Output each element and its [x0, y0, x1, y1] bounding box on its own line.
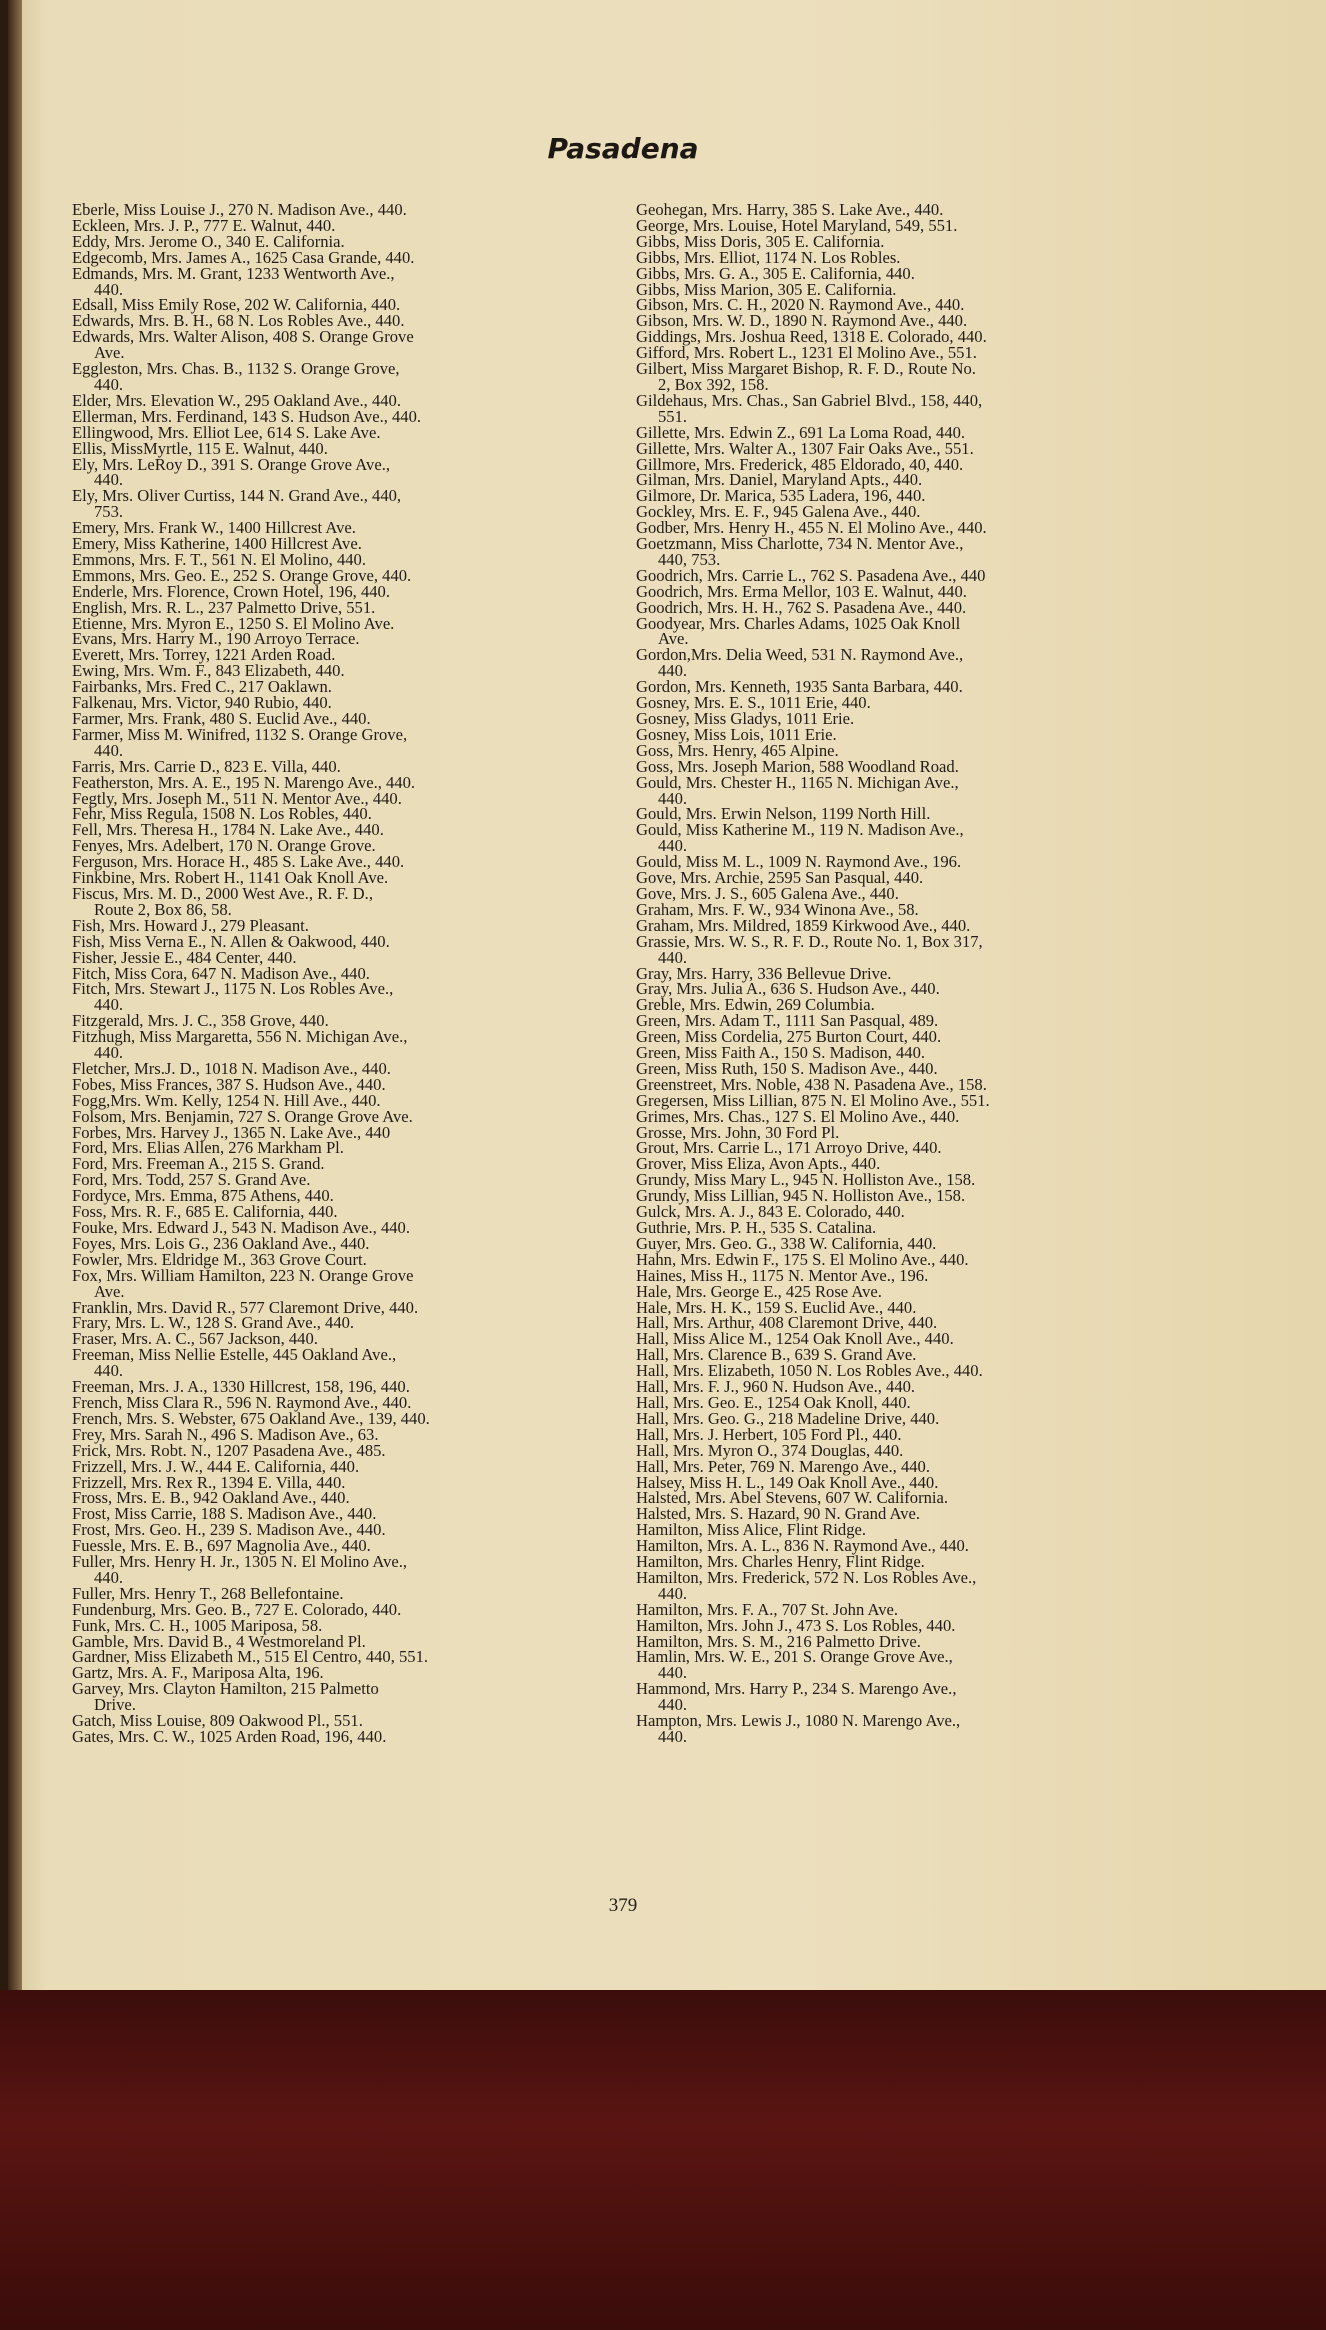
directory-entry: Green, Mrs. Adam T., 1111 San Pasqual, 489. [636, 1011, 939, 1031]
directory-entry: Etienne, Mrs. Myron E., 1250 S. El Molino Ave. [72, 613, 395, 633]
directory-entry: Gray, Mrs. Harry, 336 Bellevue Drive. [636, 963, 892, 983]
directory-entry: Hamilton, Mrs. S. M., 216 Palmetto Drive. [636, 1631, 921, 1651]
directory-entry: Guyer, Mrs. Geo. G., 338 W. California, 440. [636, 1233, 937, 1253]
directory-entry: Gillette, Mrs. Edwin Z., 691 La Loma Road, 440. [636, 422, 966, 442]
directory-entry: Hall, Mrs. Myron O., 374 Douglas, 440. [636, 1440, 904, 1460]
directory-entry: Fitzhugh, Miss Margaretta, 556 N. Michigan Ave., [72, 1027, 408, 1047]
directory-entry: Goetzmann, Miss Charlotte, 734 N. Mentor Ave., [636, 534, 964, 554]
directory-entry: Fundenburg, Mrs. Geo. B., 727 E. Colorado, 440. [72, 1599, 402, 1619]
directory-entry: Gibbs, Mrs. G. A., 305 E. California, 440. [636, 263, 915, 283]
directory-entry: Freeman, Miss Nellie Estelle, 445 Oakland Ave., [72, 1345, 397, 1365]
directory-entry: Foss, Mrs. R. F., 685 E. California, 440. [72, 1202, 338, 1222]
directory-entry: Eberle, Miss Louise J., 270 N. Madison Ave., 440. [72, 200, 407, 219]
directory-entry: Halsted, Mrs. Abel Stevens, 607 W. California. [636, 1488, 949, 1508]
directory-entry: Hamlin, Mrs. W. E., 201 S. Orange Grove Ave., [636, 1647, 953, 1667]
directory-entry: Gillette, Mrs. Walter A., 1307 Fair Oaks Ave., 551. [636, 438, 974, 458]
directory-entry: Fordyce, Mrs. Emma, 875 Athens, 440. [72, 1186, 334, 1206]
directory-entry: Frey, Mrs. Sarah N., 496 S. Madison Ave., 63. [72, 1424, 379, 1444]
directory-entry: 440. [658, 1695, 688, 1715]
page-number: 379 [608, 1895, 638, 1916]
directory-entry: Hale, Mrs. H. K., 159 S. Euclid Ave., 440. [636, 1297, 917, 1317]
directory-entry: Goodyear, Mrs. Charles Adams, 1025 Oak Knoll [636, 613, 961, 633]
directory-entry: Hampton, Mrs. Lewis J., 1080 N. Marengo Ave., [636, 1711, 961, 1731]
directory-entry: Gibbs, Mrs. Elliot, 1174 N. Los Robles. [636, 247, 901, 267]
directory-entry: Emery, Miss Katherine, 1400 Hillcrest Ave. [72, 534, 362, 554]
directory-entry: Fross, Mrs. E. B., 942 Oakland Ave., 440. [72, 1488, 350, 1508]
directory-entry: Drive. [94, 1695, 136, 1715]
right-column [636, 202, 1196, 1745]
directory-entry: Eddy, Mrs. Jerome O., 340 E. California. [72, 231, 345, 251]
directory-entry: Hall, Mrs. Geo. E., 1254 Oak Knoll, 440. [636, 1392, 911, 1412]
directory-entry: Ave. [94, 343, 125, 363]
directory-entry: Farris, Mrs. Carrie D., 823 E. Villa, 440. [72, 756, 341, 776]
directory-entry: Finkbine, Mrs. Robert H., 1141 Oak Knoll Ave. [72, 868, 389, 888]
directory-entry: Fisher, Jessie E., 484 Center, 440. [72, 947, 297, 967]
directory-entry: Hamilton, Mrs. Charles Henry, Flint Ridge. [636, 1552, 925, 1572]
directory-entry: Grimes, Mrs. Chas., 127 S. El Molino Ave., 440. [636, 1106, 960, 1126]
directory-entry: Frost, Mrs. Geo. H., 239 S. Madison Ave., 440. [72, 1520, 386, 1540]
directory-entry: Evans, Mrs. Harry M., 190 Arroyo Terrace. [72, 629, 360, 649]
directory-entry: Frary, Mrs. L. W., 128 S. Grand Ave., 440. [72, 1313, 355, 1333]
directory-entry: Gibson, Mrs. C. H., 2020 N. Raymond Ave., 440. [636, 295, 965, 315]
directory-entry: Fox, Mrs. William Hamilton, 223 N. Orange Grove [72, 1265, 414, 1285]
directory-entry: Enderle, Mrs. Florence, Crown Hotel, 196, 440. [72, 581, 390, 601]
directory-entry: 2, Box 392, 158. [658, 374, 769, 394]
directory-entry: Ave. [94, 1281, 125, 1301]
directory-entry: Godber, Mrs. Henry H., 455 N. El Molino Ave., 440. [636, 518, 987, 538]
directory-entry: 440. [658, 661, 688, 681]
directory-entry: Hamilton, Mrs. Frederick, 572 N. Los Robles Ave., [636, 1567, 977, 1587]
directory-entry: 440. [94, 1043, 124, 1063]
directory-entry: Ely, Mrs. LeRoy D., 391 S. Orange Grove Ave., [72, 454, 390, 474]
directory-entry: Featherston, Mrs. A. E., 195 N. Marengo Ave., 440. [72, 772, 416, 792]
directory-entry: French, Miss Clara R., 596 N. Raymond Ave., 440. [72, 1392, 412, 1412]
directory-entry: Grout, Mrs. Carrie L., 171 Arroyo Drive, 440. [636, 1138, 942, 1158]
directory-entry: 440. [658, 1583, 688, 1603]
directory-entry: Gilman, Mrs. Daniel, Maryland Apts., 440. [636, 470, 923, 490]
directory-entry: Gatch, Miss Louise, 809 Oakwood Pl., 551. [72, 1711, 363, 1731]
directory-page [8, 0, 1326, 1990]
directory-entry: Frizzell, Mrs. Rex R., 1394 E. Villa, 440. [72, 1472, 346, 1492]
directory-entry: Fairbanks, Mrs. Fred C., 217 Oaklawn. [72, 677, 332, 697]
directory-entry: Gosney, Miss Lois, 1011 Erie. [636, 724, 837, 744]
directory-entry: Franklin, Mrs. David R., 577 Claremont Drive, 440. [72, 1297, 419, 1317]
directory-entry: Fogg,Mrs. Wm. Kelly, 1254 N. Hill Ave., 440. [72, 1090, 381, 1110]
directory-entry: Gordon, Mrs. Kenneth, 1935 Santa Barbara, 440. [636, 677, 963, 697]
directory-entry: Grundy, Miss Mary L., 945 N. Holliston Ave., 158. [636, 1170, 976, 1190]
directory-entry: 440. [94, 995, 124, 1015]
directory-entry: 440. [94, 374, 124, 394]
directory-entry: Graham, Mrs. F. W., 934 Winona Ave., 58. [636, 899, 919, 919]
directory-entry: Frizzell, Mrs. J. W., 444 E. California, 440. [72, 1456, 360, 1476]
directory-entry: Farmer, Mrs. Frank, 480 S. Euclid Ave., 440. [72, 709, 371, 728]
directory-entry: Fiscus, Mrs. M. D., 2000 West Ave., R. F. D., [72, 883, 373, 903]
directory-entry: Fitch, Mrs. Stewart J., 1175 N. Los Robles Ave., [72, 979, 394, 999]
directory-entry: Edmands, Mrs. M. Grant, 1233 Wentworth Ave., [72, 263, 395, 283]
directory-entry: Fitzgerald, Mrs. J. C., 358 Grove, 440. [72, 1011, 329, 1031]
directory-entry: Grundy, Miss Lillian, 945 N. Holliston Ave., 158. [636, 1186, 966, 1206]
directory-entry: Gosney, Miss Gladys, 1011 Erie. [636, 709, 855, 728]
directory-entry: French, Mrs. S. Webster, 675 Oakland Ave., 139, 440. [72, 1408, 430, 1428]
directory-entry: Gibson, Mrs. W. D., 1890 N. Raymond Ave., 440. [636, 311, 968, 331]
directory-entry: Ellingwood, Mrs. Elliot Lee, 614 S. Lake Ave. [72, 422, 381, 442]
directory-entry: 440. [658, 1727, 688, 1746]
directory-entry: 440. [94, 1567, 124, 1587]
directory-entry: Fuller, Mrs. Henry T., 268 Bellefontaine. [72, 1583, 344, 1603]
directory-entry: Fegtly, Mrs. Joseph M., 511 N. Mentor Ave., 440. [72, 788, 402, 808]
directory-entry: Emery, Mrs. Frank W., 1400 Hillcrest Ave. [72, 518, 356, 538]
page-gutter-shadow [8, 0, 22, 1990]
directory-entry: Emmons, Mrs. Geo. E., 252 S. Orange Grove, 440. [72, 565, 412, 585]
directory-entry: Gockley, Mrs. E. F., 945 Galena Ave., 440. [636, 502, 921, 522]
directory-entry: Ford, Mrs. Todd, 257 S. Grand Ave. [72, 1170, 311, 1190]
directory-entry: Gilmore, Dr. Marica, 535 Ladera, 196, 440. [636, 486, 926, 506]
directory-entry: Gillmore, Mrs. Frederick, 485 Eldorado, 40, 440. [636, 454, 964, 474]
directory-entry: Grassie, Mrs. W. S., R. F. D., Route No. 1, Box 317, [636, 931, 983, 951]
directory-entry: Ellis, MissMyrtle, 115 E. Walnut, 440. [72, 438, 328, 458]
directory-entry: Gove, Mrs. Archie, 2595 San Pasqual, 440. [636, 868, 924, 888]
directory-entry: Hall, Mrs. Elizabeth, 1050 N. Los Robles Ave., 440. [636, 1361, 983, 1381]
directory-entry: Ave. [658, 629, 689, 649]
directory-entry: Goss, Mrs. Henry, 465 Alpine. [636, 740, 839, 760]
directory-entry: Fenyes, Mrs. Adelbert, 170 N. Orange Grove. [72, 836, 376, 856]
directory-entry: Ferguson, Mrs. Horace H., 485 S. Lake Ave., 440. [72, 852, 405, 872]
directory-entry: Fitch, Miss Cora, 647 N. Madison Ave., 440. [72, 963, 370, 983]
directory-entry: 440, 753. [658, 549, 721, 569]
directory-entry: Greenstreet, Mrs. Noble, 438 N. Pasadena Ave., 158. [636, 1074, 987, 1094]
directory-entry: Fuessle, Mrs. E. B., 697 Magnolia Ave., 440. [72, 1536, 371, 1556]
directory-entry: Hamilton, Mrs. F. A., 707 St. John Ave. [636, 1599, 899, 1619]
directory-entry: Fraser, Mrs. A. C., 567 Jackson, 440. [72, 1329, 318, 1349]
directory-entry: Hahn, Mrs. Edwin F., 175 S. El Molino Ave., 440. [636, 1249, 969, 1269]
directory-entry: Grosse, Mrs. John, 30 Ford Pl. [636, 1122, 840, 1142]
directory-entry: Falkenau, Mrs. Victor, 940 Rubio, 440. [72, 693, 332, 713]
directory-entry: Eggleston, Mrs. Chas. B., 1132 S. Orange Grove, [72, 359, 400, 379]
directory-entry: Hamilton, Mrs. A. L., 836 N. Raymond Ave., 440. [636, 1536, 969, 1556]
directory-entry: Green, Miss Ruth, 150 S. Madison Ave., 440. [636, 1058, 938, 1078]
directory-entry: Haines, Miss H., 1175 N. Mentor Ave., 196. [636, 1265, 929, 1285]
directory-entry: Fletcher, Mrs.J. D., 1018 N. Madison Ave., 440. [72, 1058, 391, 1078]
directory-entry: Halsey, Miss H. L., 149 Oak Knoll Ave., 440. [636, 1472, 939, 1492]
directory-entry: 440. [658, 947, 688, 967]
directory-entry: Guthrie, Mrs. P. H., 535 S. Catalina. [636, 1218, 877, 1237]
directory-entry: Gartz, Mrs. A. F., Mariposa Alta, 196. [72, 1663, 324, 1683]
directory-entry: Ewing, Mrs. Wm. F., 843 Elizabeth, 440. [72, 661, 345, 681]
directory-entry: 440. [94, 279, 124, 299]
directory-entry: Ford, Mrs. Freeman A., 215 S. Grand. [72, 1154, 325, 1174]
directory-entry: Edwards, Mrs. B. H., 68 N. Los Robles Ave., 440. [72, 311, 405, 331]
directory-entry: English, Mrs. R. L., 237 Palmetto Drive, 551. [72, 597, 376, 617]
directory-entry: Gifford, Mrs. Robert L., 1231 El Molino Ave., 551. [636, 343, 977, 363]
directory-entry: Fehr, Miss Regula, 1508 N. Los Robles, 440. [72, 804, 372, 824]
directory-entry: Fowler, Mrs. Eldridge M., 363 Grove Court. [72, 1249, 367, 1269]
directory-entry: Hall, Miss Alice M., 1254 Oak Knoll Ave., 440. [636, 1329, 954, 1349]
directory-entry: Frost, Miss Carrie, 188 S. Madison Ave., 440. [72, 1504, 377, 1524]
directory-entry: Fobes, Miss Frances, 387 S. Hudson Ave., 440. [72, 1074, 386, 1094]
directory-entry: Hall, Mrs. Arthur, 408 Claremont Drive, 440. [636, 1313, 938, 1333]
directory-entry: Freeman, Mrs. J. A., 1330 Hillcrest, 158, 196, 440. [72, 1377, 410, 1397]
directory-entry: Eckleen, Mrs. J. P., 777 E. Walnut, 440. [72, 215, 336, 235]
directory-entry: Goodrich, Mrs. Carrie L., 762 S. Pasadena Ave., 440 [636, 565, 986, 585]
directory-entry: Gamble, Mrs. David B., 4 Westmoreland Pl. [72, 1631, 366, 1651]
directory-entry: Gould, Miss M. L., 1009 N. Raymond Ave., 196. [636, 852, 962, 872]
directory-entry: Goodrich, Mrs. Erma Mellor, 103 E. Walnut, 440. [636, 581, 967, 601]
directory-entry: Gulck, Mrs. A. J., 843 E. Colorado, 440. [636, 1202, 905, 1222]
directory-entry: 440. [658, 788, 688, 808]
directory-entry: Gildehaus, Mrs. Chas., San Gabriel Blvd., 158, 440, [636, 390, 983, 410]
directory-entry: Gibbs, Miss Doris, 305 E. California. [636, 231, 885, 251]
directory-entry: Fish, Mrs. Howard J., 279 Pleasant. [72, 915, 309, 935]
directory-entry: Green, Miss Faith A., 150 S. Madison, 440. [636, 1043, 926, 1063]
directory-entry: 440. [94, 1361, 124, 1381]
directory-entry: Hall, Mrs. Geo. G., 218 Madeline Drive, 440. [636, 1408, 940, 1428]
directory-entry: Garvey, Mrs. Clayton Hamilton, 215 Palmetto [72, 1679, 379, 1699]
directory-entry: Hall, Mrs. F. J., 960 N. Hudson Ave., 440. [636, 1377, 916, 1397]
directory-entry: Giddings, Mrs. Joshua Reed, 1318 E. Colorado, 440. [636, 327, 987, 347]
directory-entry: Grover, Miss Eliza, Avon Apts., 440. [636, 1154, 881, 1174]
directory-entry: Fouke, Mrs. Edward J., 543 N. Madison Ave., 440. [72, 1218, 410, 1237]
directory-entry: Gove, Mrs. J. S., 605 Galena Ave., 440. [636, 883, 899, 903]
directory-entry: Funk, Mrs. C. H., 1005 Mariposa, 58. [72, 1615, 323, 1635]
directory-entry: Gosney, Mrs. E. S., 1011 Erie, 440. [636, 693, 871, 713]
directory-entry: Gray, Mrs. Julia A., 636 S. Hudson Ave., 440. [636, 979, 940, 999]
directory-entry: Folsom, Mrs. Benjamin, 727 S. Orange Grove Ave. [72, 1106, 413, 1126]
directory-entry: Route 2, Box 86, 58. [94, 899, 232, 919]
directory-entry: Gregersen, Miss Lillian, 875 N. El Molino Ave., 551. [636, 1090, 990, 1110]
directory-entry: Fuller, Mrs. Henry H. Jr., 1305 N. El Molino Ave., [72, 1552, 408, 1572]
page-title: Pasadena [547, 132, 699, 165]
directory-entry: Gould, Miss Katherine M., 119 N. Madison Ave., [636, 820, 964, 840]
directory-entry: Edwards, Mrs. Walter Alison, 408 S. Orange Grove [72, 327, 414, 347]
directory-entry: Ellerman, Mrs. Ferdinand, 143 S. Hudson Ave., 440. [72, 406, 422, 426]
directory-entry: Gould, Mrs. Erwin Nelson, 1199 North Hill. [636, 804, 931, 824]
backing-board [0, 1990, 1326, 2330]
directory-entry: Everett, Mrs. Torrey, 1221 Arden Road. [72, 645, 336, 665]
directory-entry: Geohegan, Mrs. Harry, 385 S. Lake Ave., 440. [636, 200, 944, 219]
directory-entry: Gates, Mrs. C. W., 1025 Arden Road, 196, 440. [72, 1727, 387, 1746]
directory-entry: 440. [94, 470, 124, 490]
directory-entry: Fell, Mrs. Theresa H., 1784 N. Lake Ave., 440. [72, 820, 384, 840]
directory-entry: Hall, Mrs. Peter, 769 N. Marengo Ave., 440. [636, 1456, 930, 1476]
directory-entry: Ford, Mrs. Elias Allen, 276 Markham Pl. [72, 1138, 344, 1158]
directory-entry: Foyes, Mrs. Lois G., 236 Oakland Ave., 440. [72, 1233, 370, 1253]
directory-entry: Forbes, Mrs. Harvey J., 1365 N. Lake Ave., 440 [72, 1122, 391, 1142]
directory-entry: 440. [658, 836, 688, 856]
directory-entry: Edsall, Miss Emily Rose, 202 W. California, 440. [72, 295, 401, 315]
directory-entry: Green, Miss Cordelia, 275 Burton Court, 440. [636, 1027, 942, 1047]
directory-entry: 440. [94, 740, 124, 760]
directory-entry: Hall, Mrs. J. Herbert, 105 Ford Pl., 440. [636, 1424, 902, 1444]
directory-entry: Hall, Mrs. Clarence B., 639 S. Grand Ave. [636, 1345, 917, 1365]
directory-entry: 440. [658, 1663, 688, 1683]
directory-entry: Greble, Mrs. Edwin, 269 Columbia. [636, 995, 875, 1015]
directory-entry: Goodrich, Mrs. H. H., 762 S. Pasadena Ave., 440. [636, 597, 967, 617]
directory-entry: Farmer, Miss M. Winifred, 1132 S. Orange Grove, [72, 724, 408, 744]
directory-entry: Elder, Mrs. Elevation W., 295 Oakland Ave., 440. [72, 390, 402, 410]
directory-entry: 551. [658, 406, 688, 426]
directory-entry: Hamilton, Mrs. John J., 473 S. Los Robles, 440. [636, 1615, 956, 1635]
directory-entry: Emmons, Mrs. F. T., 561 N. El Molino, 440. [72, 549, 366, 569]
directory-entry: Hale, Mrs. George E., 425 Rose Ave. [636, 1281, 882, 1301]
directory-entry: Hamilton, Miss Alice, Flint Ridge. [636, 1520, 867, 1540]
directory-entry: Gordon,Mrs. Delia Weed, 531 N. Raymond Ave., [636, 645, 964, 665]
directory-entry: Gardner, Miss Elizabeth M., 515 El Centro, 440, 551. [72, 1647, 429, 1667]
directory-entry: Gilbert, Miss Margaret Bishop, R. F. D., Route No. [636, 359, 976, 379]
directory-entry: Graham, Mrs. Mildred, 1859 Kirkwood Ave., 440. [636, 915, 971, 935]
directory-entry: Fish, Miss Verna E., N. Allen & Oakwood, 440. [72, 931, 390, 951]
directory-entry: 753. [94, 502, 124, 522]
directory-entry: Ely, Mrs. Oliver Curtiss, 144 N. Grand Ave., 440, [72, 486, 402, 506]
directory-entry: Gould, Mrs. Chester H., 1165 N. Michigan Ave., [636, 772, 959, 792]
directory-entry: George, Mrs. Louise, Hotel Maryland, 549, 551. [636, 215, 958, 235]
directory-entry: Hammond, Mrs. Harry P., 234 S. Marengo Ave., [636, 1679, 957, 1699]
directory-entry: Frick, Mrs. Robt. N., 1207 Pasadena Ave., 485. [72, 1440, 386, 1460]
directory-entry: Edgecomb, Mrs. James A., 1625 Casa Grande, 440. [72, 247, 415, 267]
directory-entry: Goss, Mrs. Joseph Marion, 588 Woodland Road. [636, 756, 959, 776]
directory-entry: Gibbs, Miss Marion, 305 E. California. [636, 279, 897, 299]
directory-entry: Halsted, Mrs. S. Hazard, 90 N. Grand Ave. [636, 1504, 921, 1524]
left-column [72, 202, 632, 1745]
